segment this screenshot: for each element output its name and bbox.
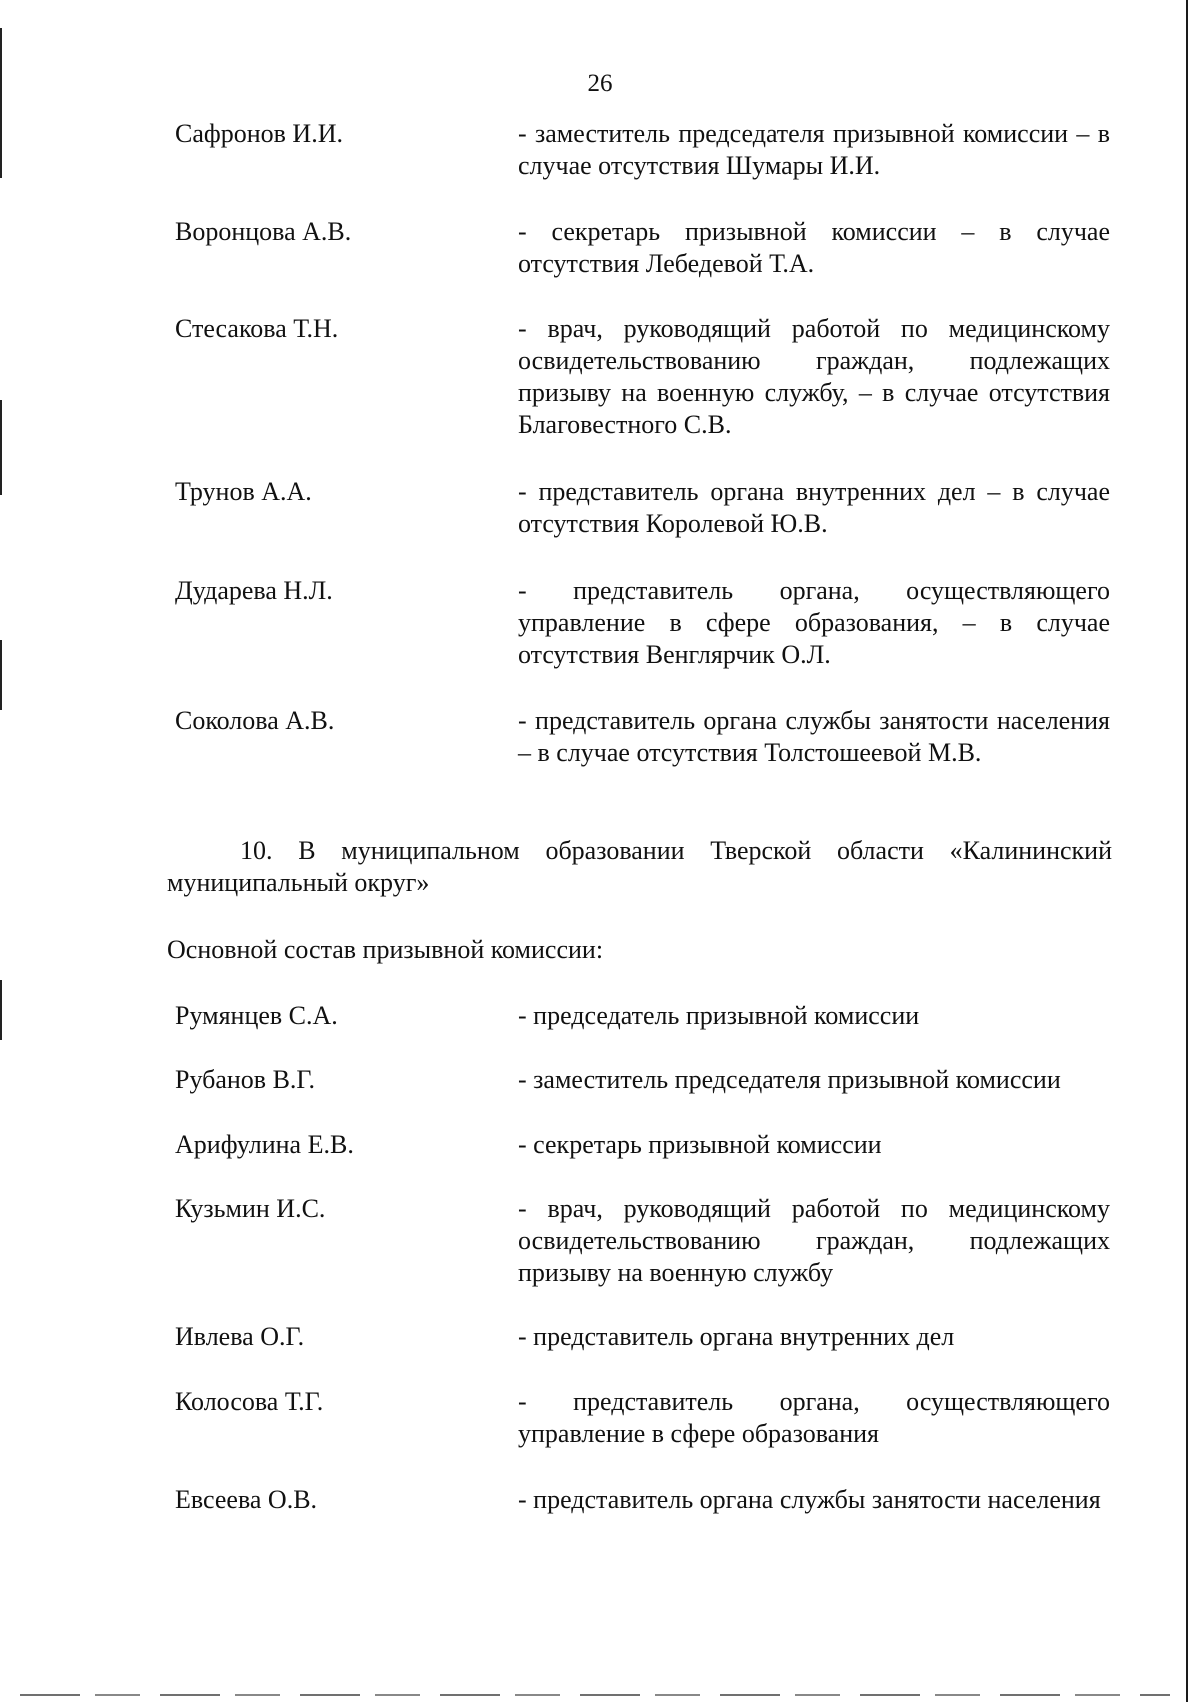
member-name: Колосова Т.Г. bbox=[175, 1387, 324, 1416]
scan-bottom-line bbox=[20, 1694, 1170, 1696]
member-role: - секретарь призывной комиссии bbox=[518, 1130, 882, 1159]
member-name: Стесакова Т.Н. bbox=[175, 314, 339, 343]
member-name: Сафронов И.И. bbox=[175, 119, 343, 148]
member-name: Рубанов В.Г. bbox=[175, 1065, 316, 1094]
member-name: Арифулина Е.В. bbox=[175, 1130, 354, 1159]
member-role: - секретарь призывной комиссии – в случае отсутствия Лебедевой Т.А. bbox=[518, 217, 1110, 278]
member-role: - врач, руководящий работой по медицинскому освидетельствованию граждан, подлежащих призыву на военную службу, – в случае отсутствия Благовестного С.В. bbox=[518, 314, 1110, 439]
member-role: - представитель органа, осуществляющего управление в сфере образования bbox=[518, 1387, 1110, 1448]
subheading: Основной состав призывной комиссии: bbox=[167, 935, 604, 964]
member-role: - представитель органа, осуществляющего управление в сфере образования, – в случае отсутствия Венглярчик О.Л. bbox=[518, 576, 1110, 669]
member-role: - представитель органа внутренних дел – в случае отсутствия Королевой Ю.В. bbox=[518, 477, 1110, 538]
member-role: - заместитель председателя призывной комиссии bbox=[518, 1065, 1061, 1094]
member-name: Трунов А.А. bbox=[175, 477, 312, 506]
member-name: Кузьмин И.С. bbox=[175, 1194, 326, 1223]
member-role: - председатель призывной комиссии bbox=[518, 1001, 920, 1030]
scan-edge-line bbox=[1186, 0, 1188, 1702]
scan-edge-marks bbox=[0, 0, 3, 1702]
member-name: Евсеева О.В. bbox=[175, 1485, 318, 1514]
member-name: Румянцев С.А. bbox=[175, 1001, 338, 1030]
member-name: Воронцова А.В. bbox=[175, 217, 352, 246]
member-name: Дударева Н.Л. bbox=[175, 576, 333, 605]
member-role: - заместитель председателя призывной комиссии – в случае отсутствия Шумары И.И. bbox=[518, 119, 1110, 180]
member-role: - представитель органа внутренних дел bbox=[518, 1322, 955, 1351]
page-number: 26 bbox=[587, 70, 613, 97]
member-role: - представитель органа службы занятости населения bbox=[518, 1485, 1101, 1514]
member-role: - врач, руководящий работой по медицинскому освидетельствованию граждан, подлежащих призыву на военную службу bbox=[518, 1194, 1110, 1287]
section-paragraph: 10. В муниципальном образовании Тверской области «Калининский муниципальный округ» bbox=[167, 836, 1112, 897]
member-name: Соколова А.В. bbox=[175, 706, 335, 735]
member-role: - представитель органа службы занятости населения – в случае отсутствия Толстошеевой М.В. bbox=[518, 706, 1110, 767]
member-name: Ивлева О.Г. bbox=[175, 1322, 305, 1351]
